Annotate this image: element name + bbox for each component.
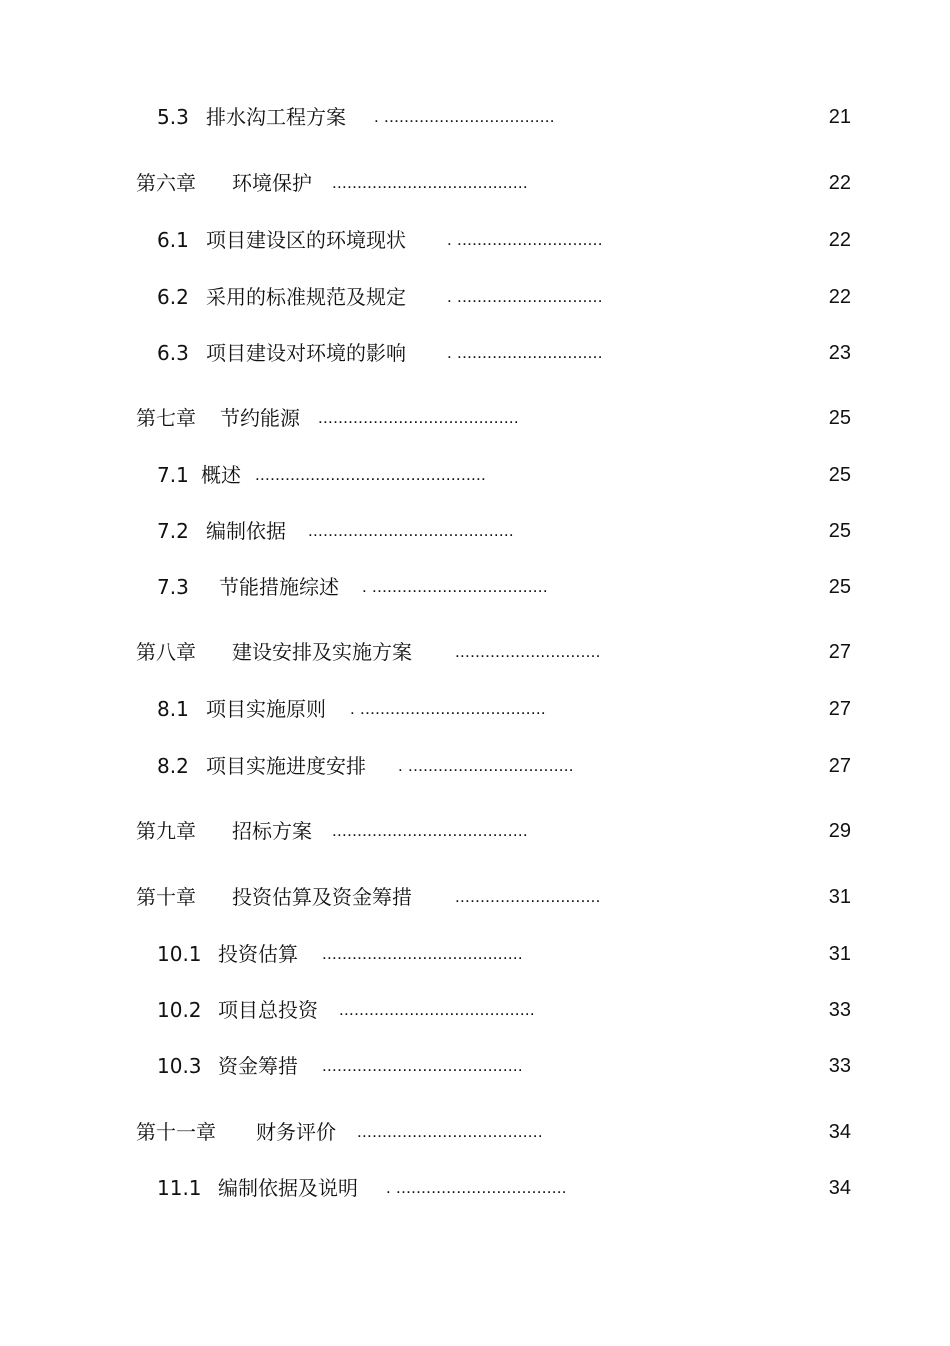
toc-entry-leader: . ..................................	[386, 1178, 567, 1197]
toc-entry[interactable]	[0, 939, 950, 969]
toc-chapter[interactable]	[0, 637, 950, 667]
toc-entry-title: 采用的标准规范及规定	[206, 285, 406, 309]
toc-entry-page: 33	[828, 999, 851, 1021]
toc-chapter-title: 财务评价	[256, 1120, 336, 1144]
toc-entry-number: 7.1	[157, 463, 189, 487]
toc-entry-page: 27	[828, 641, 851, 663]
toc-chapter[interactable]	[0, 882, 950, 912]
toc-entry-page: 27	[828, 698, 851, 720]
toc-chapter-number: 第九章	[136, 819, 196, 843]
toc-entry-leader: . .....................................	[350, 699, 546, 718]
toc-chapter-number: 第六章	[136, 171, 196, 195]
toc-entry[interactable]	[0, 282, 950, 312]
toc-entry-page: 33	[828, 1055, 851, 1077]
toc-chapter-title: 建设安排及实施方案	[232, 640, 412, 664]
toc-entry-page: 25	[828, 464, 851, 486]
toc-entry[interactable]	[0, 751, 950, 781]
toc-entry-page: 31	[828, 886, 851, 908]
toc-entry-number: 5.3	[157, 105, 189, 129]
toc-entry-number: 6.3	[157, 341, 189, 365]
toc-entry-number: 11.1	[157, 1176, 202, 1200]
toc-entry-title: 投资估算	[218, 942, 298, 966]
toc-chapter-number: 第七章	[136, 406, 196, 430]
toc-entry-number: 10.3	[157, 1054, 202, 1078]
toc-entry-leader: . ..................................	[374, 107, 555, 126]
toc-entry[interactable]	[0, 338, 950, 368]
toc-entry-leader: .............................	[455, 887, 601, 906]
toc-entry-title: 编制依据	[206, 519, 286, 543]
toc-entry-leader: .......................................	[332, 173, 528, 192]
toc-entry-page: 21	[828, 106, 851, 128]
toc-entry-number: 8.1	[157, 697, 189, 721]
toc-entry-leader: .............................	[455, 642, 601, 661]
toc-entry-page: 22	[828, 286, 851, 308]
toc-entry-title: 排水沟工程方案	[206, 105, 346, 129]
toc-entry-leader: . .................................	[398, 756, 574, 775]
toc-entry-page: 31	[828, 943, 851, 965]
toc-entry-title: 项目建设对环境的影响	[206, 341, 406, 365]
toc-entry-page: 22	[828, 172, 851, 194]
toc-entry-leader: ........................................	[322, 1056, 523, 1075]
toc-entry-title: 概述	[201, 463, 241, 487]
toc-chapter-number: 第八章	[136, 640, 196, 664]
toc-chapter-number: 第十一章	[136, 1120, 216, 1144]
toc-entry[interactable]	[0, 572, 950, 602]
toc-chapter[interactable]	[0, 403, 950, 433]
toc-entry-page: 25	[828, 576, 851, 598]
toc-entry-page: 34	[828, 1121, 851, 1143]
toc-entry-number: 7.2	[157, 519, 189, 543]
toc-entry-page: 23	[828, 342, 851, 364]
toc-entry-page: 34	[828, 1177, 851, 1199]
toc-chapter[interactable]	[0, 1117, 950, 1147]
toc-entry-page: 22	[828, 229, 851, 251]
toc-entry-number: 7.3	[157, 575, 189, 599]
toc-entry[interactable]	[0, 460, 950, 490]
toc-entry-number: 6.2	[157, 285, 189, 309]
toc-chapter-number: 第十章	[136, 885, 196, 909]
toc-entry-title: 项目建设区的环境现状	[206, 228, 406, 252]
toc-entry-number: 6.1	[157, 228, 189, 252]
toc-entry-number: 8.2	[157, 754, 189, 778]
toc-chapter-title: 环境保护	[232, 171, 312, 195]
toc-entry-leader: ........................................	[322, 944, 523, 963]
toc-entry[interactable]	[0, 694, 950, 724]
toc-entry-page: 29	[828, 820, 851, 842]
toc-entry[interactable]	[0, 516, 950, 546]
toc-entry-leader: . .............................	[447, 343, 603, 362]
toc-entry[interactable]	[0, 1173, 950, 1203]
toc-entry-number: 10.2	[157, 998, 202, 1022]
toc-entry[interactable]	[0, 102, 950, 132]
toc-entry-leader: .......................................	[339, 1000, 535, 1019]
toc-chapter[interactable]	[0, 816, 950, 846]
toc-entry-leader: .......................................	[332, 821, 528, 840]
toc-entry-title: 项目实施原则	[206, 697, 326, 721]
toc-entry[interactable]	[0, 995, 950, 1025]
toc-entry-leader: . .............................	[447, 230, 603, 249]
toc-chapter-title: 节约能源	[220, 406, 300, 430]
toc-entry[interactable]	[0, 225, 950, 255]
toc-entry-number: 10.1	[157, 942, 202, 966]
toc-entry-page: 27	[828, 755, 851, 777]
toc-chapter[interactable]	[0, 168, 950, 198]
toc-entry-page: 25	[828, 520, 851, 542]
toc-entry-leader: ..............................................	[255, 465, 487, 484]
toc-entry-page: 25	[828, 407, 851, 429]
toc-entry-leader: . .............................	[447, 287, 603, 306]
toc-entry-leader: ........................................	[318, 408, 519, 427]
toc-entry-leader: .....................................	[357, 1122, 543, 1141]
toc-entry-leader: . ...................................	[362, 577, 548, 596]
toc-entry[interactable]	[0, 1051, 950, 1081]
toc-entry-title: 编制依据及说明	[218, 1176, 358, 1200]
toc-chapter-title: 投资估算及资金筹措	[232, 885, 412, 909]
toc-chapter-title: 招标方案	[232, 819, 312, 843]
toc-entry-title: 资金筹措	[218, 1054, 298, 1078]
toc-entry-title: 项目实施进度安排	[206, 754, 366, 778]
toc-entry-title: 节能措施综述	[219, 575, 339, 599]
toc-entry-title: 项目总投资	[218, 998, 318, 1022]
toc-entry-leader: .........................................	[308, 521, 514, 540]
